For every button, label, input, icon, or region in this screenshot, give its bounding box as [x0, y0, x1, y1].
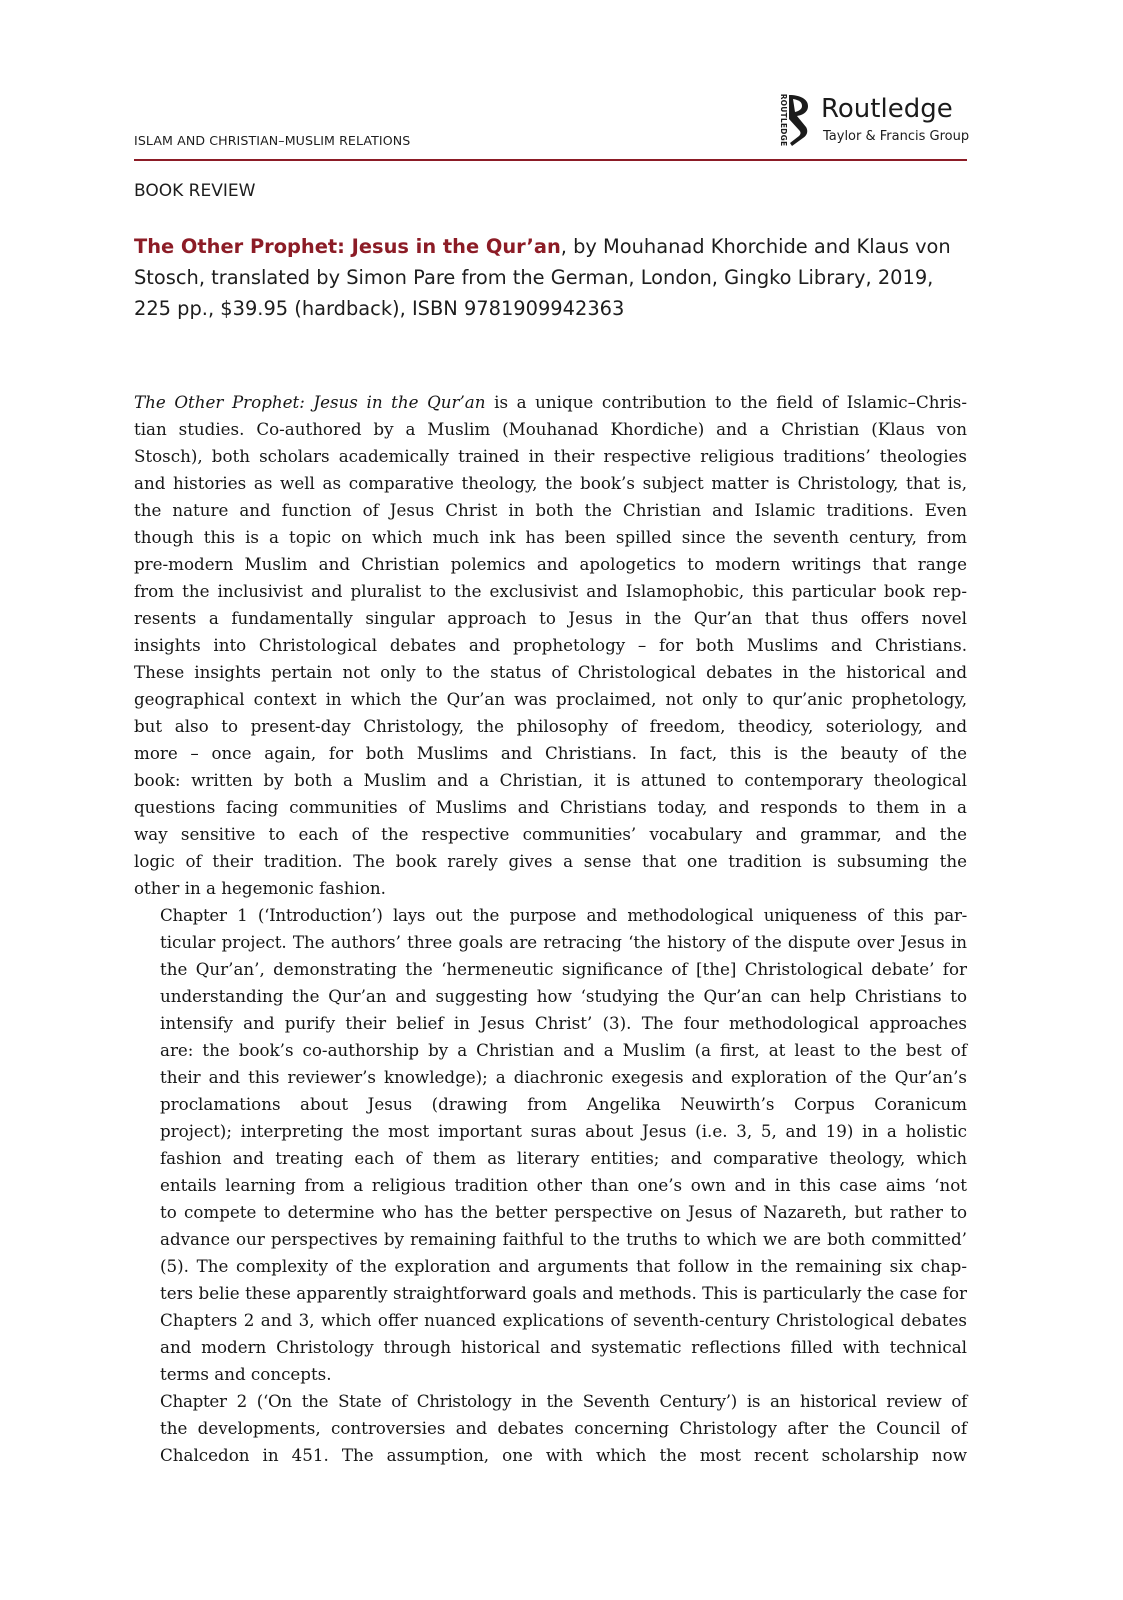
text-line: ticular project. The authors’ three goals are retracing ‘the history of the dispute over Jesus in — [160, 932, 967, 952]
text-line: logic of their tradition. The book rarely gives a sense that one tradition is subsuming the — [134, 851, 967, 871]
review-body — [134, 389, 967, 1469]
text-line: Chalcedon in 451. The assumption, one with which the most recent scholarship now — [160, 1445, 967, 1465]
text-line: proclamations about Jesus (drawing from Angelika Neuwirth’s Corpus Coranicum — [160, 1094, 967, 1114]
text-line: the Qur’an’, demonstrating the ‘hermeneutic significance of [the] Christological debate’ for — [160, 959, 967, 979]
paragraph-2 — [134, 902, 967, 1388]
text-line: intensify and purify their belief in Jesus Christ’ (3). The four methodological approaches — [160, 1013, 967, 1033]
book-title: The Other Prophet: Jesus in the Qur’an — [134, 235, 561, 258]
text-line: geographical context in which the Qur’an was proclaimed, not only to qur’anic prophetology, — [134, 689, 967, 709]
text-line: Chapters 2 and 3, which offer nuanced explications of seventh-century Christological debates — [160, 1310, 967, 1330]
book-citation — [134, 231, 974, 324]
text-line: project); interpreting the most important suras about Jesus (i.e. 3, 5, and 19) in a holistic — [160, 1121, 967, 1141]
publisher-logo — [772, 93, 972, 153]
publisher-group: Taylor & Francis Group — [823, 129, 970, 144]
text-line: terms and concepts. — [160, 1364, 332, 1384]
text-line: other in a hegemonic fashion. — [134, 878, 386, 898]
book-title-italic: The Other Prophet: Jesus in the Qur’an — [134, 392, 486, 412]
paragraph-3 — [134, 1388, 967, 1469]
publisher-name: Routledge — [821, 94, 953, 124]
text-line: Chapter 1 (‘Introduction’) lays out the purpose and methodological uniqueness of this par- — [160, 905, 967, 925]
text-line: advance our perspectives by remaining faithful to the truths to which we are both committed’ — [160, 1229, 967, 1249]
text-line: pre-modern Muslim and Christian polemics and apologetics to modern writings that range — [134, 554, 967, 574]
text-line: book: written by both a Muslim and a Christian, it is attuned to contemporary theological — [134, 770, 967, 790]
text-line: fashion and treating each of them as literary entities; and comparative theology, which — [160, 1148, 967, 1168]
text-line: and histories as well as comparative theology, the book’s subject matter is Christology, that is, — [134, 473, 967, 493]
text-line: (5). The complexity of the exploration and arguments that follow in the remaining six chap- — [160, 1256, 967, 1276]
journal-running-title: ISLAM AND CHRISTIAN–MUSLIM RELATIONS — [134, 133, 411, 148]
text-line: insights into Christological debates and prophetology – for both Muslims and Christians. — [134, 635, 967, 655]
text-line: understanding the Qur’an and suggesting how ‘studying the Qur’an can help Christians to — [160, 986, 967, 1006]
text-line: but also to present-day Christology, the philosophy of freedom, theodicy, soteriology, and — [134, 716, 967, 736]
text-line: resents a fundamentally singular approach to Jesus in the Qur’an that thus offers novel — [134, 608, 967, 628]
routledge-r-logo-icon — [786, 93, 812, 149]
text-line: to compete to determine who has the better perspective on Jesus of Nazareth, but rather to — [160, 1202, 967, 1222]
text-line: tian studies. Co-authored by a Muslim (Mouhanad Khordiche) and a Christian (Klaus von — [134, 419, 967, 439]
text-line: The Other Prophet: Jesus in the Qur’an is a unique contribution to the field of Islamic–Chris- — [134, 392, 968, 412]
text-line: more – once again, for both Muslims and Christians. In fact, this is the beauty of the — [134, 743, 967, 763]
text-line: Chapter 2 (‘On the State of Christology in the Seventh Century’) is an historical review of — [160, 1391, 967, 1411]
text-line: ters belie these apparently straightforward goals and methods. This is particularly the case for — [160, 1283, 967, 1303]
text-line: entails learning from a religious tradition other than one’s own and in this case aims ‘not — [160, 1175, 967, 1195]
section-label: BOOK REVIEW — [134, 181, 256, 201]
logo-vertical-text: ROUTLEDGE — [779, 93, 788, 147]
header-divider — [134, 159, 967, 161]
text-line: and modern Christology through historical and systematic reflections filled with technical — [160, 1337, 967, 1357]
text-line: are: the book’s co-authorship by a Christian and a Muslim (a first, at least to the best of — [160, 1040, 967, 1060]
text-line: questions facing communities of Muslims and Christians today, and responds to them in a — [134, 797, 967, 817]
text-line: way sensitive to each of the respective communities’ vocabulary and grammar, and the — [134, 824, 967, 844]
text-line: their and this reviewer’s knowledge); a diachronic exegesis and exploration of the Qur’an’s — [160, 1067, 967, 1087]
text-line: the developments, controversies and debates concerning Christology after the Council of — [160, 1418, 967, 1438]
paragraph-1 — [134, 389, 967, 902]
citation-details: , by Mouhanad Khorchide and Klaus von Stosch, translated by Simon Pare from the German, London, Gingko Library, 2019, 225 pp., $39.95 (hardback), ISBN 9781909942363 — [134, 235, 951, 320]
text-line: the nature and function of Jesus Christ in both the Christian and Islamic traditions. Even — [134, 500, 967, 520]
text-line: These insights pertain not only to the status of Christological debates in the historical and — [134, 662, 967, 682]
text-line: from the inclusivist and pluralist to the exclusivist and Islamophobic, this particular book rep- — [134, 581, 967, 601]
text-line: though this is a topic on which much ink has been spilled since the seventh century, from — [134, 527, 967, 547]
text-line: Stosch), both scholars academically trained in their respective religious traditions’ theologies — [134, 446, 967, 466]
